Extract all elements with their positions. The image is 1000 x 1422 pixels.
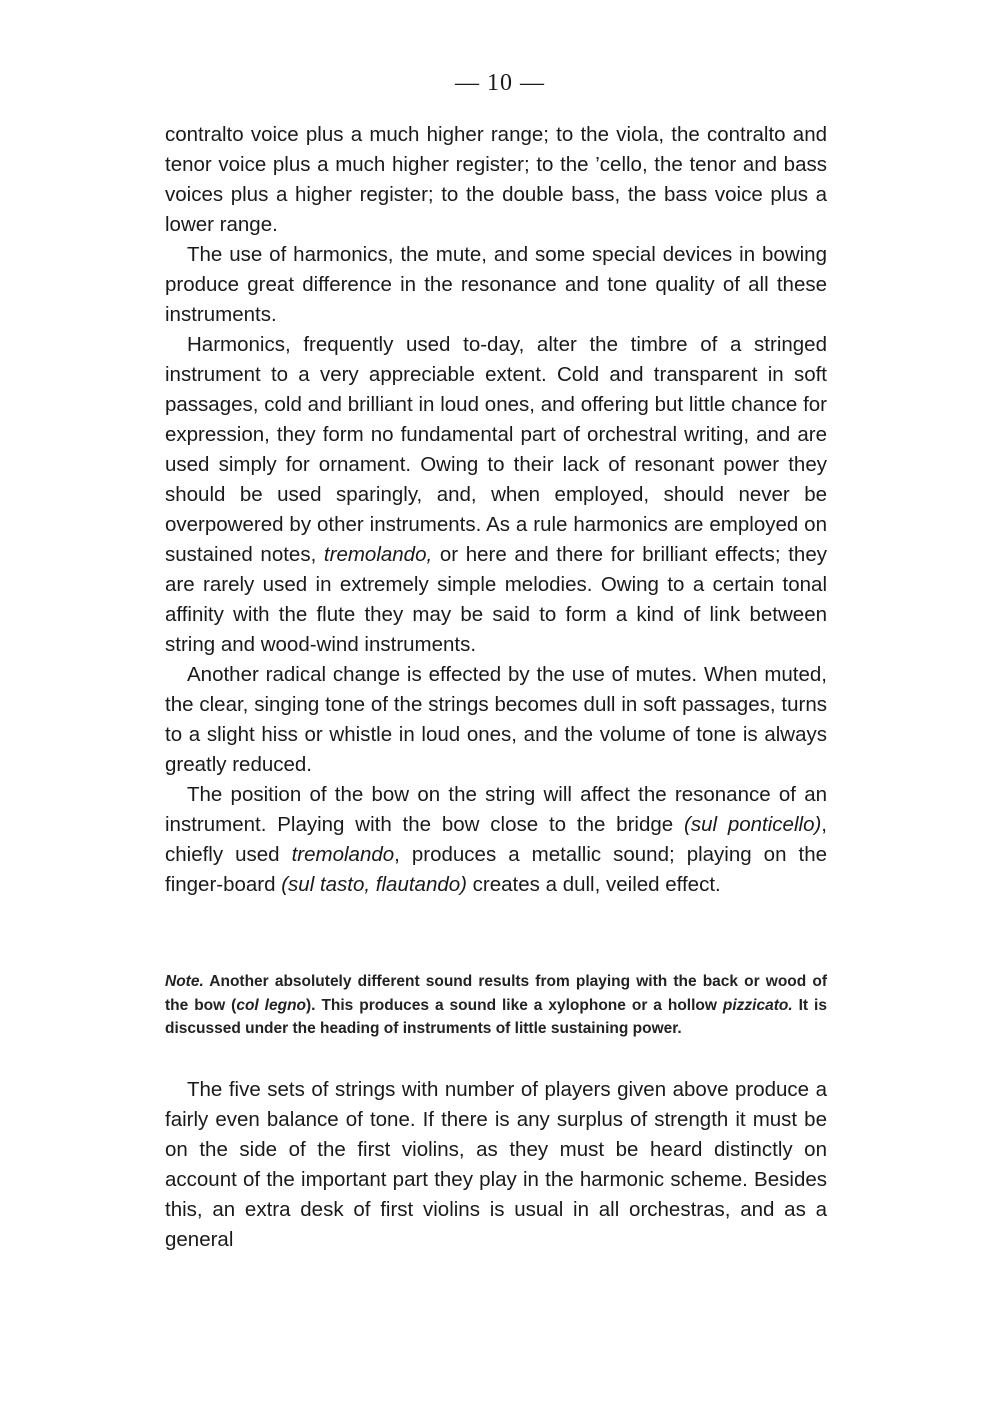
italic-col-legno: col legno (236, 996, 307, 1014)
paragraph-5-text-c: , produces a metallic sound; playing on the finger-board (165, 843, 827, 896)
paragraph-3-text-a: Harmonics, frequently used to-day, alter the timbre of a stringed instrument to a very appreciable extent. Cold and transparent in soft passages, cold and brilliant in loud ones, and offering but little chance for expression, they form no fundamental part of orchestral writing, and are used simply for ornament. Owing to their lack of resonant power they should be used sparingly, and, when employed, should never be overpowered by other instruments. As a rule harmonics are employed on sustained notes, (165, 333, 827, 566)
note-text (165, 970, 827, 1041)
note-label: Note. (165, 973, 204, 990)
italic-pizzicato: pizzicato. (722, 996, 793, 1014)
note-text-a: Another absolutely different sound results from playing with the back or wood of the bow ( (165, 973, 827, 1014)
note-text-b: ). This produces a sound like a xylophone or a hollow (306, 996, 723, 1014)
paragraph-6: The five sets of strings with number of players given above produce a fairly even balance of tone. If there is any surplus of strength it must be on the side of the first violins, as they must be heard distinctly on account of the important part they play in the harmonic scheme. Besides this, an extra desk of first violins is usual in all orchestras, and as a general (165, 1078, 827, 1251)
paragraph-5-text-d: creates a dull, veiled effect. (466, 873, 721, 896)
paragraph-4: Another radical change is effected by the use of mutes. When muted, the clear, singing tone of the strings becomes dull in soft passages, turns to a slight hiss or whistle in loud ones, and the volume of tone is always greatly reduced. (165, 663, 827, 776)
footnote (165, 970, 827, 1041)
italic-tremolando-2: tremolando (291, 843, 395, 866)
paragraph-5-text-b: , chiefly used (165, 813, 827, 866)
paragraph-5-text-a: The position of the bow on the string will affect the resonance of an instrument. Playing with the bow close to the bridge (165, 783, 827, 836)
paragraph-1: contralto voice plus a much higher range; to the viola, the contralto and tenor voice plus a much higher register; to the ’cello, the tenor and bass voices plus a higher register; to the double bass, the bass voice plus a lower range. (165, 123, 827, 236)
main-text (165, 120, 827, 900)
italic-sul-tasto: (sul tasto, flautando) (281, 873, 467, 896)
paragraph-2: The use of harmonics, the mute, and some special devices in bowing produce great difference in the resonance and tone quality of all these instruments. (165, 243, 827, 326)
page-number: — 10 — (455, 70, 545, 96)
continuation-text (165, 1075, 827, 1255)
italic-tremolando: tremolando, (323, 543, 433, 566)
italic-sul-ponticello: (sul ponticello) (684, 813, 822, 836)
note-text-c: It is discussed under the heading of instruments of little sustaining power. (165, 996, 827, 1037)
paragraph-5 (165, 780, 827, 900)
paragraph-3-text-b: or here and there for brilliant effects; they are rarely used in extremely simple melodies. Owing to a certain tonal affinity with the flute they may be said to form a kind of link between string and wood-wind instruments. (165, 543, 827, 656)
paragraph-3 (165, 330, 827, 660)
